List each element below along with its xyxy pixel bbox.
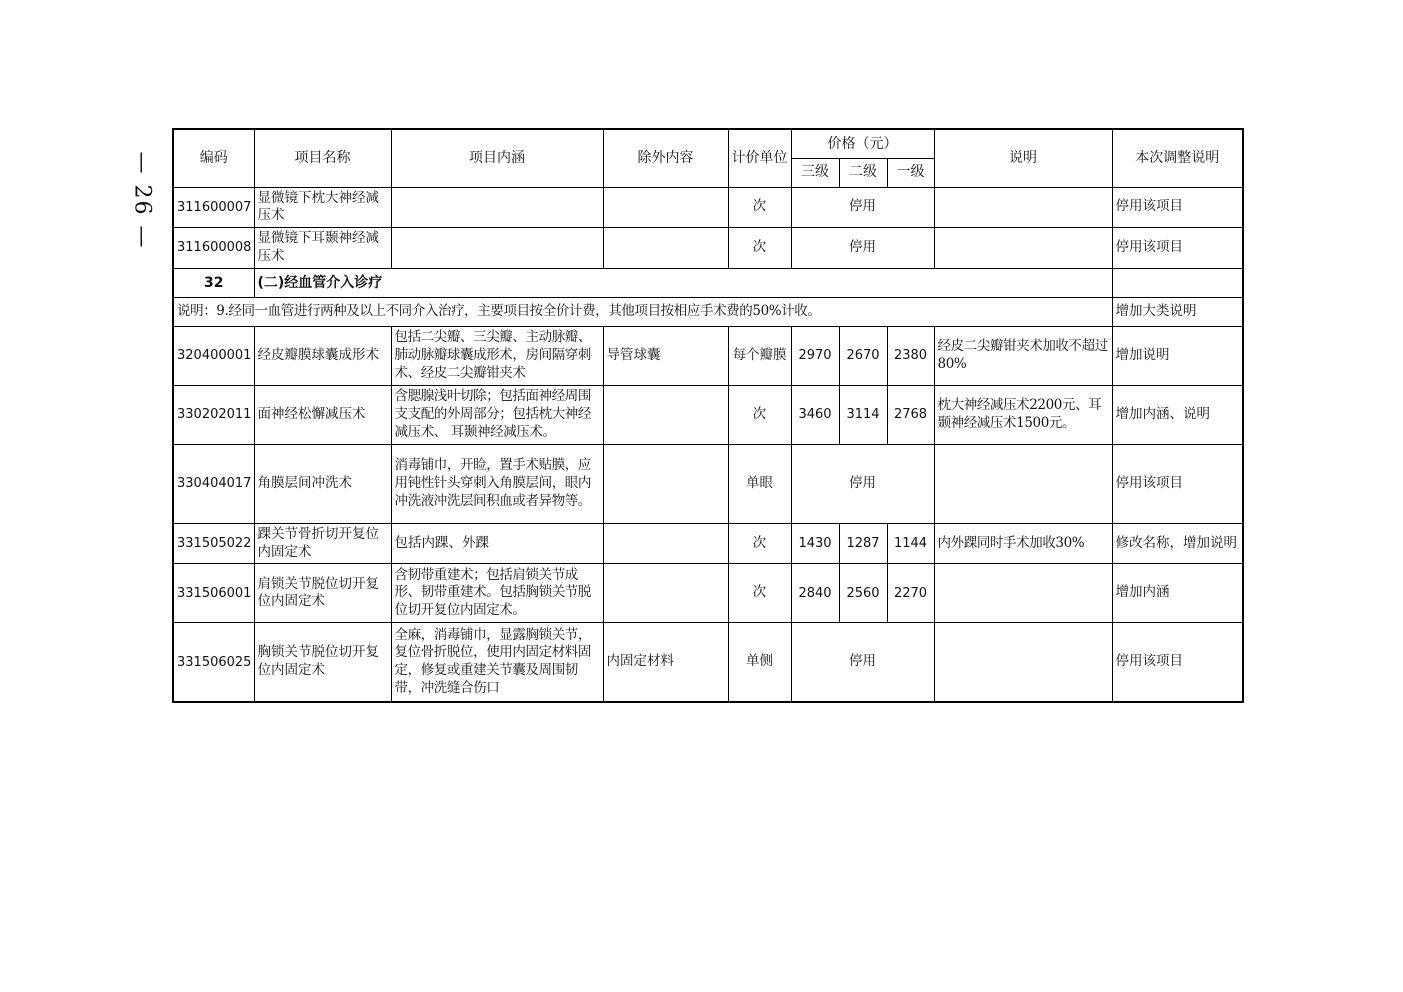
cell-price-status: 停用: [791, 228, 934, 269]
header-unit: 计价单位: [728, 129, 791, 187]
cell-adjust: 停用该项目: [1112, 187, 1243, 228]
cell-adjust: 修改名称，增加说明: [1112, 523, 1243, 564]
cell-unit: 单眼: [728, 444, 791, 523]
cell-unit: 次: [728, 564, 791, 623]
table-row: [173, 326, 1243, 385]
cell-content: 含腮腺浅叶切除；包括面神经周围支支配的外周部分；包括枕大神经减压术、 耳颞神经减压术。: [391, 385, 603, 444]
cell-excluded: [603, 228, 728, 269]
cell-content: 全麻，消毒铺巾，显露胸锁关节，复位骨折脱位，使用内固定材料固定，修复或重建关节囊及周围韧带，冲洗缝合伤口: [391, 623, 603, 702]
cell-content: 包括内踝、外踝: [391, 523, 603, 564]
header-code: 编码: [173, 129, 254, 187]
cell-note: 内外踝同时手术加收30%: [934, 523, 1112, 564]
cell-note: 枕大神经减压术2200元、耳颞神经减压术1500元。: [934, 385, 1112, 444]
cell-content: [391, 228, 603, 269]
cell-name: 踝关节骨折切开复位内固定术: [254, 523, 391, 564]
cell-unit: 次: [728, 228, 791, 269]
cell-note: [934, 228, 1112, 269]
cell-unit: 单侧: [728, 623, 791, 702]
cell-price-level2: 2560: [839, 564, 887, 623]
cell-price-level1: 2270: [887, 564, 934, 623]
header-name: 项目名称: [254, 129, 391, 187]
cell-code: 330202011: [173, 385, 254, 444]
cell-name: 经皮瓣膜球囊成形术: [254, 326, 391, 385]
cell-adjust: 增加说明: [1112, 326, 1243, 385]
cell-excluded: [603, 187, 728, 228]
cell-adjust: 停用该项目: [1112, 623, 1243, 702]
cell-unit: 每个瓣膜: [728, 326, 791, 385]
table-row: [173, 523, 1243, 564]
cell-unit: 次: [728, 385, 791, 444]
cell-price-level2: 2670: [839, 326, 887, 385]
header-adjust: 本次调整说明: [1112, 129, 1243, 187]
cell-name: 角膜层间冲洗术: [254, 444, 391, 523]
cell-unit: 次: [728, 523, 791, 564]
cell-price-level1: 2380: [887, 326, 934, 385]
cell-excluded: [603, 385, 728, 444]
cell-excluded: 导管球囊: [603, 326, 728, 385]
cell-content: 消毒铺巾，开睑，置手术贴膜，应用钝性针头穿刺入角膜层间，眼内冲洗液冲洗层间积血或者异物等。: [391, 444, 603, 523]
section-note: 说明：9.经同一血管进行两种及以上不同介入治疗，主要项目按全价计费，其他项目按相应手术费的50%计收。: [173, 297, 1112, 326]
cell-name: 显微镜下耳颞神经减压术: [254, 228, 391, 269]
cell-excluded: [603, 523, 728, 564]
cell-content: [391, 187, 603, 228]
cell-name: 胸锁关节脱位切开复位内固定术: [254, 623, 391, 702]
cell-adjust: 停用该项目: [1112, 228, 1243, 269]
header-price: 价格（元）: [791, 129, 934, 158]
cell-code: 330404017: [173, 444, 254, 523]
cell-note: [934, 444, 1112, 523]
cell-note: [934, 623, 1112, 702]
cell-content: 包括二尖瓣、三尖瓣、主动脉瓣、肺动脉瓣球囊成形术，房间隔穿刺术、经皮二尖瓣钳夹术: [391, 326, 603, 385]
cell-price-level1: 1144: [887, 523, 934, 564]
cell-name: 肩锁关节脱位切开复位内固定术: [254, 564, 391, 623]
table-row: [173, 444, 1243, 523]
cell-unit: 次: [728, 187, 791, 228]
section-code: 32: [173, 268, 254, 297]
cell-excluded: [603, 444, 728, 523]
header-level2: 二级: [839, 158, 887, 187]
section-note-row: [173, 297, 1243, 326]
table-row: [173, 564, 1243, 623]
table-row: [173, 623, 1243, 702]
fee-table: [172, 128, 1244, 703]
cell-price-status: 停用: [791, 444, 934, 523]
cell-code: 331506025: [173, 623, 254, 702]
cell-name: 显微镜下枕大神经减压术: [254, 187, 391, 228]
cell-code: 320400001: [173, 326, 254, 385]
cell-price-level3: 2840: [791, 564, 839, 623]
cell-note: 经皮二尖瓣钳夹术加收不超过80%: [934, 326, 1112, 385]
section-row: [173, 268, 1243, 297]
table-row: [173, 385, 1243, 444]
section-title: (二)经血管介入诊疗: [254, 268, 1112, 297]
cell-code: 311600007: [173, 187, 254, 228]
cell-code: 331506001: [173, 564, 254, 623]
header-level3: 三级: [791, 158, 839, 187]
cell-price-level1: 2768: [887, 385, 934, 444]
cell-note: [934, 564, 1112, 623]
cell-price-level2: 1287: [839, 523, 887, 564]
section-note-adjust: 增加大类说明: [1112, 297, 1243, 326]
cell-code: 331505022: [173, 523, 254, 564]
cell-price-status: 停用: [791, 187, 934, 228]
cell-adjust: 增加内涵: [1112, 564, 1243, 623]
cell-code: 311600008: [173, 228, 254, 269]
cell-adjust: 停用该项目: [1112, 444, 1243, 523]
section-adjust: [1112, 268, 1243, 297]
header-excluded: 除外内容: [603, 129, 728, 187]
header-content: 项目内涵: [391, 129, 603, 187]
cell-content: 含韧带重建术；包括肩锁关节成形、韧带重建术。包括胸锁关节脱位切开复位内固定术。: [391, 564, 603, 623]
cell-price-level3: 2970: [791, 326, 839, 385]
table-row: [173, 228, 1243, 269]
cell-note: [934, 187, 1112, 228]
page-number: — 26 —: [129, 151, 155, 249]
cell-excluded: [603, 564, 728, 623]
cell-price-status: 停用: [791, 623, 934, 702]
cell-price-level3: 1430: [791, 523, 839, 564]
cell-price-level3: 3460: [791, 385, 839, 444]
header-note: 说明: [934, 129, 1112, 187]
cell-adjust: 增加内涵、说明: [1112, 385, 1243, 444]
header-level1: 一级: [887, 158, 934, 187]
table-row: [173, 187, 1243, 228]
cell-name: 面神经松懈减压术: [254, 385, 391, 444]
cell-price-level2: 3114: [839, 385, 887, 444]
cell-excluded: 内固定材料: [603, 623, 728, 702]
